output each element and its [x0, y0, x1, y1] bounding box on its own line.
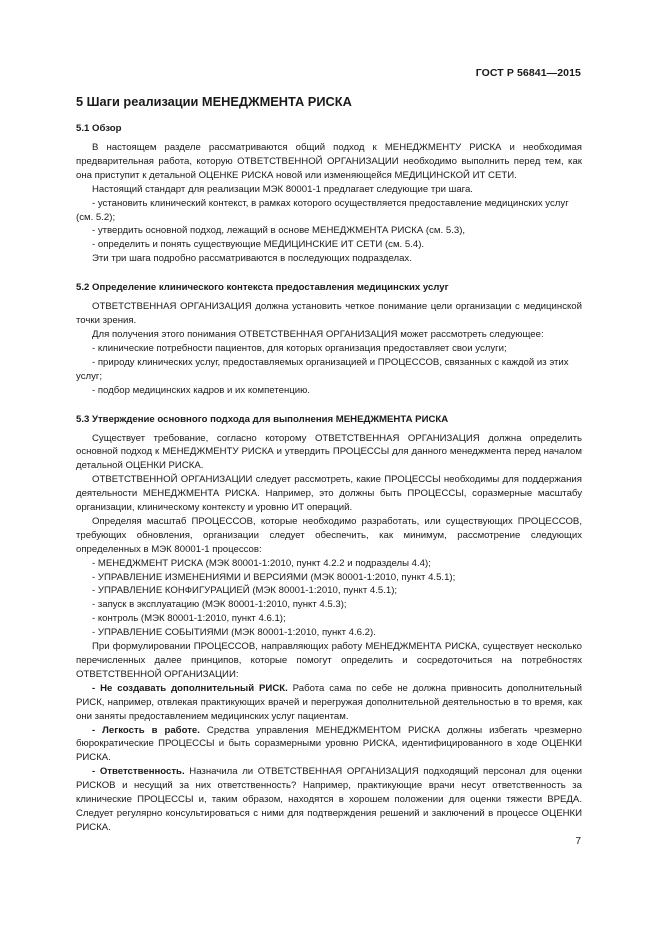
paragraph: ОТВЕТСТВЕННОЙ ОРГАНИЗАЦИИ следует рассмотреть, какие ПРОЦЕССЫ необходимы для поддержания деятельности МЕНЕДЖМЕНТА РИСКА. Например, это должны быть ПРОЦЕССЫ, соразмерные масштабу организации, клиническому контексту и уровню ИТ операций. — [76, 474, 582, 514]
list-item: - МЕНЕДЖМЕНТ РИСКА (МЭК 80001-1:2010, пункт 4.2.2 и подразделы 4.4); — [92, 557, 431, 569]
paragraph: Для получения этого понимания ОТВЕТСТВЕННАЯ ОРГАНИЗАЦИЯ может рассмотреть следующее: — [92, 328, 544, 340]
page-content — [76, 94, 582, 835]
list-item: - установить клинический контекст, в рамках которого осуществляется предоставление медицинских услуг (см. 5.2); — [76, 197, 569, 223]
list-item: - утвердить основной подход, лежащий в основе МЕНЕДЖМЕНТА РИСКА (см. 5.3), — [92, 225, 466, 237]
subsection-5-3-heading: 5.3 Утверждение основного подхода для выполнения МЕНЕДЖМЕНТА РИСКА — [76, 413, 449, 425]
paragraph: В настоящем разделе рассматриваются общий подход к МЕНЕДЖМЕНТУ РИСКА и необходимая предварительная работа, которую ОТВЕТСТВЕННОЙ ОРГАНИЗАЦИИ необходимо выполнить перед тем, как она приступит к детальной ОЦЕНКЕ РИСКА новой или изменяющейся МЕДИЦИНСКОЙ ИТ СЕТИ. — [76, 142, 582, 181]
principle-paragraph — [76, 765, 582, 835]
list-item: - клинические потребности пациентов, для которых организация предоставляет свои услуги; — [92, 342, 507, 354]
list-item: - УПРАВЛЕНИЕ КОНФИГУРАЦИЕЙ (МЭК 80001-1:2010, пункт 4.5.1); — [92, 585, 398, 597]
principle-lead: - Легкость в работе. — [92, 724, 200, 736]
principle-lead: - Ответственность. — [92, 766, 185, 778]
standard-code: ГОСТ Р 56841—2015 — [475, 67, 581, 79]
list-item: - УПРАВЛЕНИЕ СОБЫТИЯМИ (МЭК 80001-1:2010, пункт 4.6.2). — [92, 627, 376, 639]
subsection-5-2-heading: 5.2 Определение клинического контекста предоставления медицинских услуг — [76, 282, 449, 294]
principle-paragraph — [76, 724, 582, 766]
list-item: - подбор медицинских кадров и их компетенцию. — [92, 384, 310, 396]
paragraph: Настоящий стандарт для реализации МЭК 80001-1 предлагает следующие три шага. — [92, 183, 473, 195]
paragraph: Эти три шага подробно рассматриваются в последующих подразделах. — [92, 253, 412, 265]
principle-lead: - Не создавать дополнительный РИСК. — [92, 682, 288, 694]
page-number: 7 — [575, 836, 581, 847]
section-5-heading: 5 Шаги реализации МЕНЕДЖМЕНТА РИСКА — [76, 94, 352, 109]
list-item: - природу клинических услуг, предоставляемых организацией и ПРОЦЕССОВ, связанных с каждой из этих услуг; — [76, 356, 569, 382]
paragraph: Существует требование, согласно которому ОТВЕТСТВЕННАЯ ОРГАНИЗАЦИЯ должна определить основной подход к МЕНЕДЖМЕНТУ РИСКА и утвердить ПРОЦЕССЫ для данного менеджмента перед началом детальной ОЦЕНКИ РИСКА. — [76, 432, 582, 472]
list-item: - запуск в эксплуатацию (МЭК 80001-1:2010, пункт 4.5.3); — [92, 599, 347, 611]
paragraph: Определяя масштаб ПРОЦЕССОВ, которые необходимо разработать, или существующих ПРОЦЕССОВ, требующих обновления, организации следует обеспечить, как минимум, рассмотрение следующих определенных в МЭК 80001-1 процессов: — [76, 515, 582, 555]
principle-text: Работа сама по себе не должна привносить дополнительный РИСК, например, отвлекая практикующих врачей и перегружая дополнительной деятельностью в то время, как они заняты предоставлением медицинских услуг пациентам. — [76, 682, 582, 722]
list-item: - определить и понять существующие МЕДИЦИНСКИЕ ИТ СЕТИ (см. 5.4). — [92, 239, 425, 251]
principle-text: Средства управления МЕНЕДЖМЕНТОМ РИСКА должны избегать чрезмерно бюрократические ПРОЦЕССЫ и быть соразмерными уровню РИСКА, идентифицированного в ходе ОЦЕНКИ РИСКА. — [76, 724, 582, 764]
paragraph: ОТВЕТСТВЕННАЯ ОРГАНИЗАЦИЯ должна установить четкое понимание цели организации с медицинской точки зрения. — [76, 301, 582, 327]
principle-text: Назначила ли ОТВЕТСТВЕННАЯ ОРГАНИЗАЦИЯ подходящий персонал для оценки РИСКОВ и несущий за них ответственность? Например, практикующие врачи несут ответственность за клинические ПРОЦЕССЫ и, таким образом, находятся в хорошем положении для оценки тяжести ВРЕДА. Следует регулярно консультироваться с ними для подтверждения решений и заключений в процессе ОЦЕНКИ РИСКА. — [76, 766, 582, 833]
list-item: - УПРАВЛЕНИЕ ИЗМЕНЕНИЯМИ И ВЕРСИЯМИ (МЭК 80001-1:2010, пункт 4.5.1); — [92, 571, 456, 583]
subsection-5-1-heading: 5.1 Обзор — [76, 123, 122, 134]
principle-paragraph — [76, 682, 582, 724]
paragraph: При формулировании ПРОЦЕССОВ, направляющих работу МЕНЕДЖМЕНТА РИСКА, существует несколько перечисленных далее принципов, которые помогут определить и сосредоточиться на потребностях ОТВЕТСТВЕННОЙ ОРГАНИЗАЦИИ: — [76, 641, 582, 680]
list-item: - контроль (МЭК 80001-1:2010, пункт 4.6.1); — [92, 613, 286, 625]
